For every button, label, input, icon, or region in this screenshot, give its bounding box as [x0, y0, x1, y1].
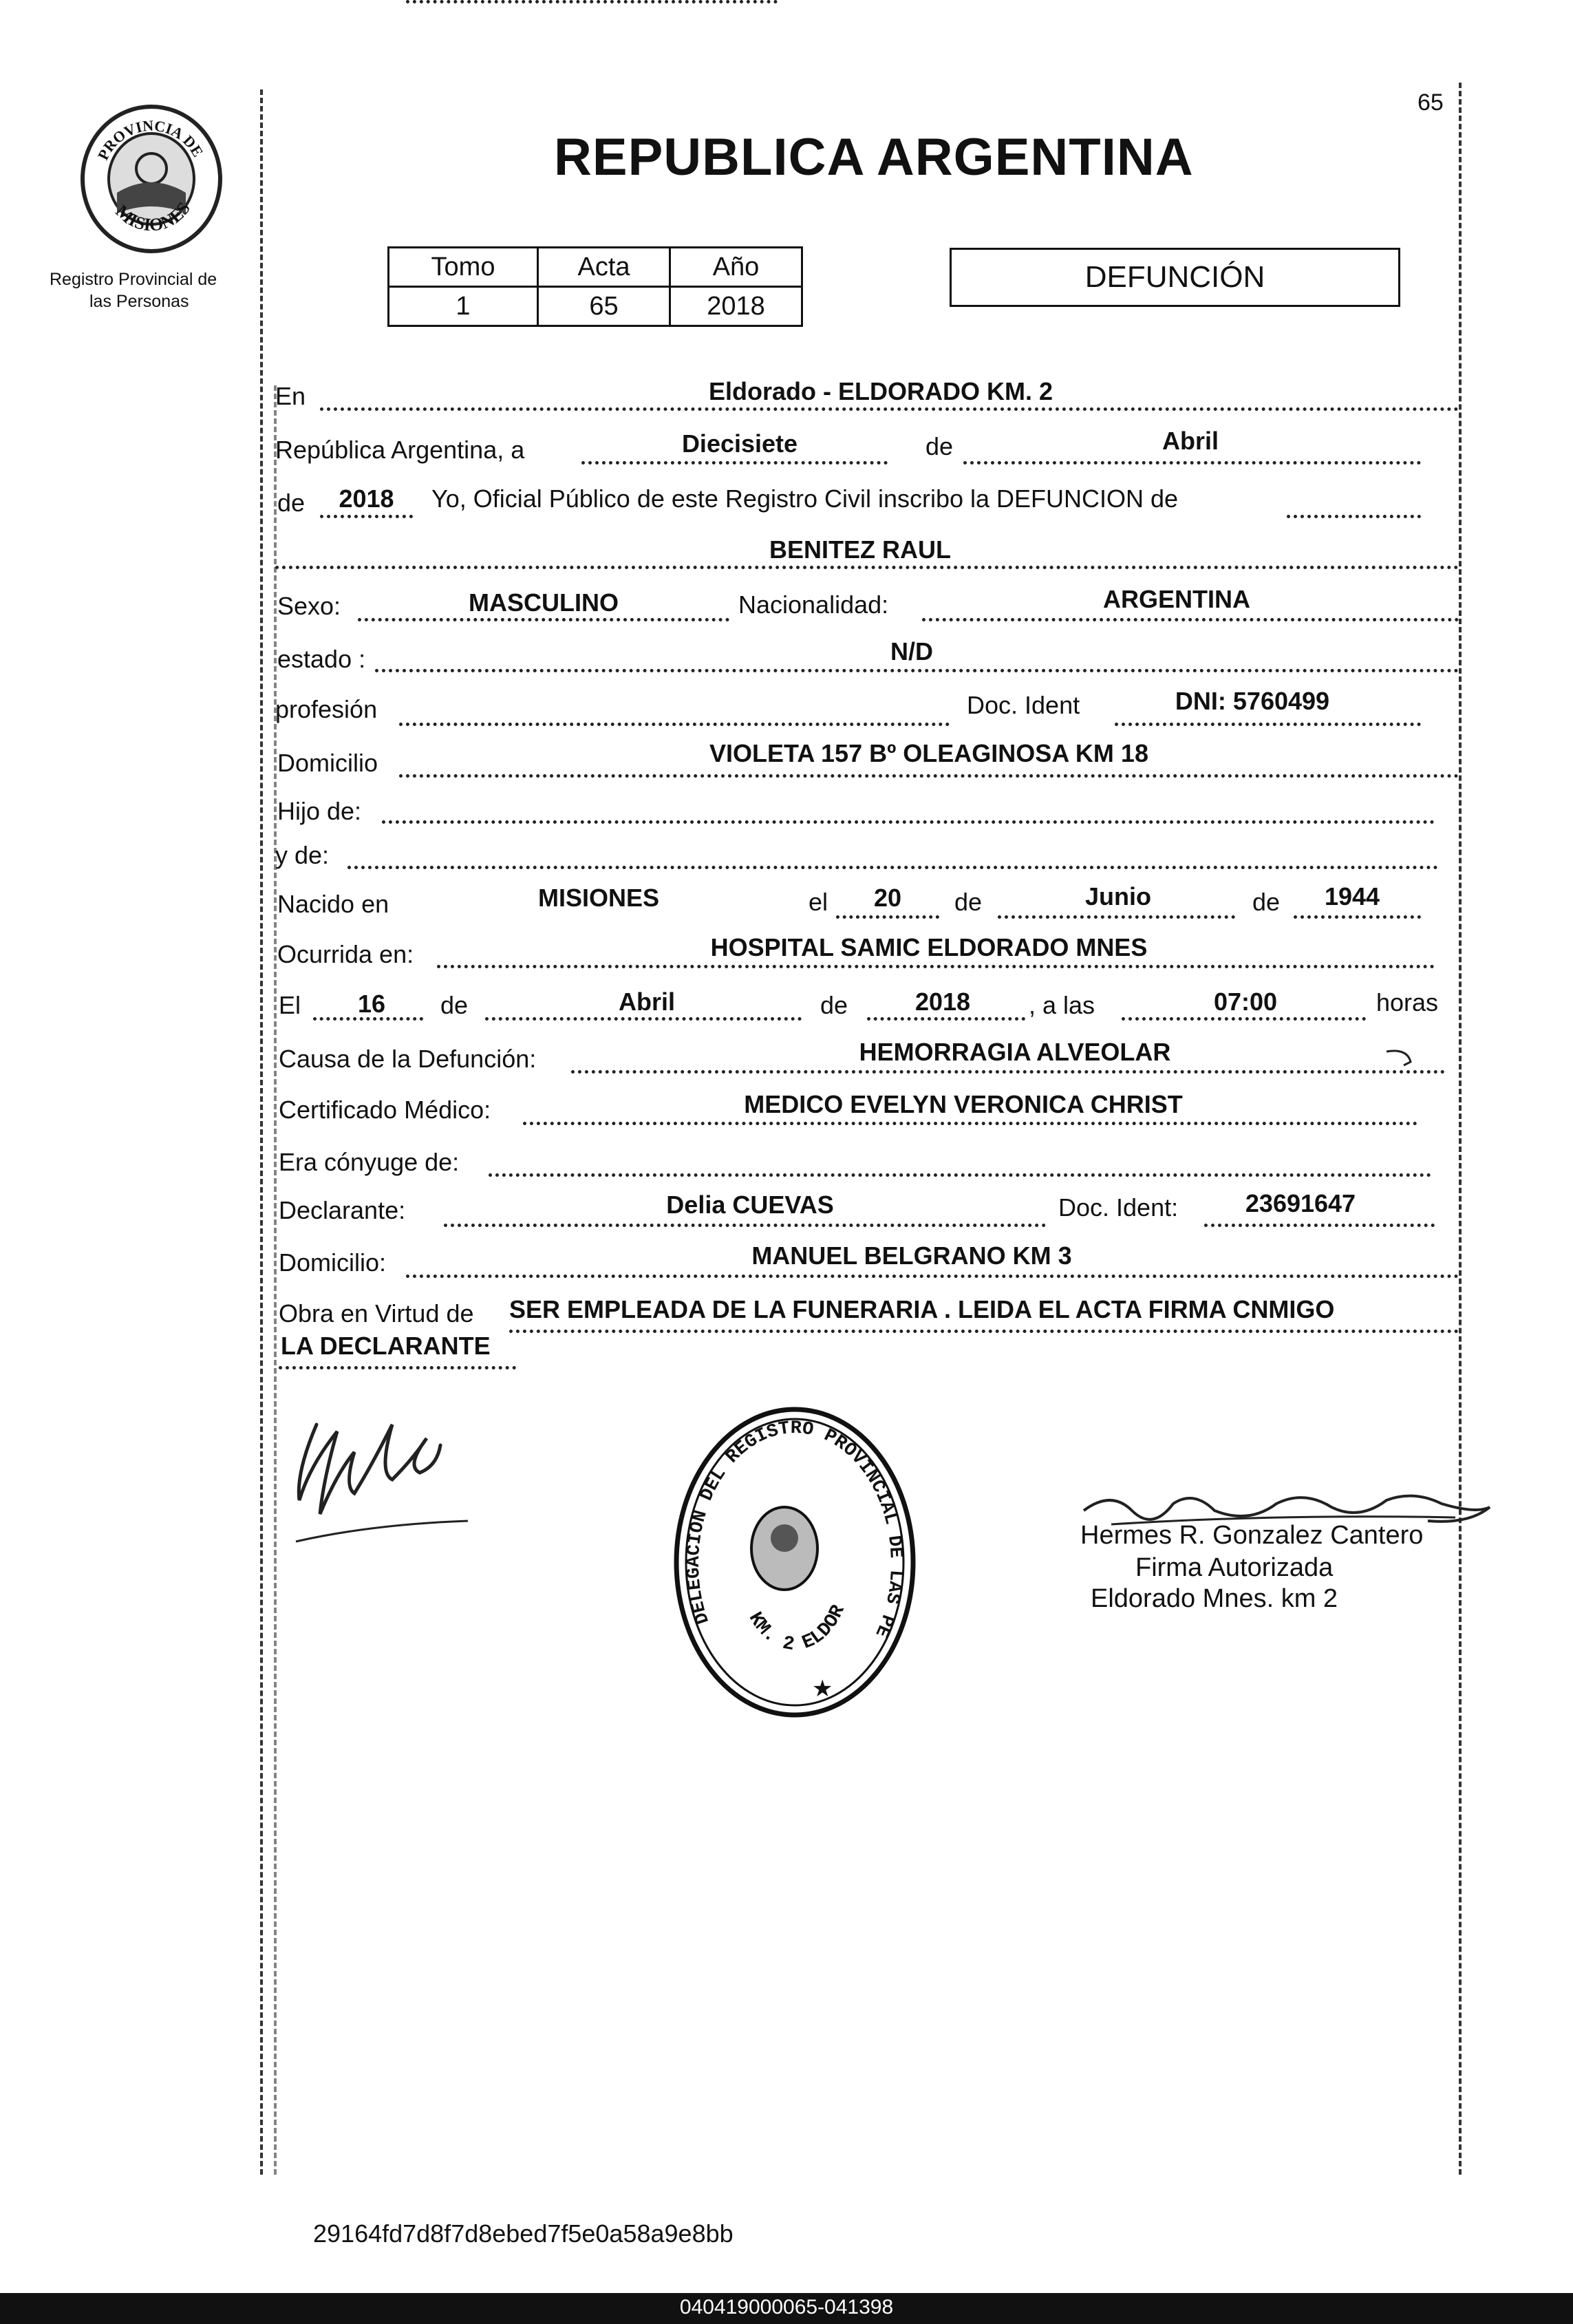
registry-stamp — [671, 1404, 919, 1720]
label-profesion: profesión — [275, 695, 378, 723]
label-nacionalidad: Nacionalidad: — [738, 590, 889, 619]
issuer-line-2: las Personas — [89, 292, 189, 311]
label-de-2: de — [277, 489, 306, 517]
label-de-6: de — [820, 991, 848, 1019]
label-horas: horas — [1376, 988, 1439, 1016]
label-republica: República Argentina, a — [275, 436, 525, 464]
line-causa — [571, 1070, 1445, 1074]
label-hijo-de: Hijo de: — [277, 797, 362, 825]
signature-name: Hermes R. Gonzalez Cantero — [1080, 1521, 1424, 1550]
causa-end-mark — [1383, 1045, 1417, 1072]
table-header-acta: Acta — [537, 246, 671, 288]
left-margin-line-inner — [274, 385, 277, 2175]
line-def-anio — [867, 1017, 1025, 1021]
line-domicilio-2 — [406, 1275, 1459, 1278]
value-nombre: BENITEZ RAUL — [769, 535, 951, 564]
value-dia-inscripcion: Diecisiete — [681, 429, 798, 458]
svg-text:MISIONES: MISIONES — [111, 198, 194, 235]
label-de-5: de — [440, 991, 469, 1019]
label-de-1: de — [925, 432, 954, 460]
label-conyuge: Era cónyuge de: — [279, 1148, 460, 1176]
value-nacido-en: MISIONES — [537, 884, 660, 912]
line-nac-anio — [1294, 915, 1421, 919]
label-ocurrida: Ocurrida en: — [277, 940, 414, 968]
barcode-bar — [0, 2293, 1573, 2324]
line-doc-ident — [1115, 723, 1421, 726]
line-nombre — [275, 566, 1459, 569]
line-en — [320, 407, 1459, 411]
label-de-4: de — [1252, 888, 1281, 916]
label-en: En — [275, 382, 306, 410]
line-nacido-en — [406, 0, 778, 3]
right-margin-line — [1459, 83, 1462, 2175]
value-def-anio: 2018 — [914, 988, 971, 1016]
label-doc-ident: Doc. Ident — [967, 691, 1080, 719]
issuer-line-1: Registro Provincial de — [50, 270, 217, 289]
value-nac-dia: 20 — [873, 884, 902, 912]
label-estado: estado : — [277, 645, 366, 673]
line-nac-mes — [998, 915, 1235, 919]
line-dia — [581, 461, 888, 465]
line-anio — [320, 515, 413, 518]
value-lugar: Eldorado - ELDORADO KM. 2 — [708, 377, 1053, 405]
line-declarante-doc — [1204, 1224, 1435, 1227]
page-number: 65 — [1417, 89, 1444, 116]
value-sexo: MASCULINO — [469, 588, 619, 617]
svg-text:★: ★ — [812, 1675, 833, 1703]
label-causa: Causa de la Defunción: — [279, 1045, 537, 1073]
label-statement: Yo, Oficial Público de este Registro Civil inscribo la DEFUNCION de — [431, 484, 1179, 513]
label-el-cap: El — [279, 991, 301, 1019]
value-obra-line-2: LA DECLARANTE — [281, 1332, 491, 1360]
line-profesion — [399, 723, 950, 726]
line-domicilio — [399, 774, 1459, 778]
document-hash: 29164fd7d8f7d8ebed7f5e0a58a9e8bb — [313, 2219, 734, 2248]
value-certificado: MEDICO EVELYN VERONICA CHRIST — [744, 1090, 1183, 1118]
label-doc-ident-2: Doc. Ident: — [1058, 1193, 1179, 1222]
label-obra: Obra en Virtud de — [279, 1299, 474, 1328]
value-documento: DNI: 5760499 — [1175, 687, 1330, 715]
line-declarante — [444, 1224, 1046, 1227]
line-statement-end — [1287, 515, 1421, 518]
line-obra-2 — [279, 1366, 516, 1369]
svg-text:PROVINCIA DE: PROVINCIA DE — [94, 116, 207, 163]
table-header-tomo: Tomo — [387, 246, 539, 288]
table-value-tomo: 1 — [387, 286, 539, 327]
line-def-mes — [485, 1017, 802, 1021]
value-nac-anio: 1944 — [1324, 882, 1380, 910]
label-sexo: Sexo: — [277, 592, 341, 620]
table-value-acta: 65 — [537, 286, 671, 327]
barcode-text: 040419000065-041398 — [679, 2296, 894, 2318]
value-mes-inscripcion: Abril — [1162, 427, 1219, 455]
line-hijo-de — [382, 820, 1435, 824]
table-header-anio: Año — [669, 246, 803, 288]
label-el: el — [809, 888, 828, 916]
value-declarante: Delia CUEVAS — [666, 1191, 834, 1219]
label-certificado: Certificado Médico: — [279, 1096, 491, 1124]
signature-role: Firma Autorizada — [1135, 1553, 1334, 1582]
line-certificado — [523, 1122, 1417, 1125]
value-domicilio-declarante: MANUEL BELGRANO KM 3 — [751, 1241, 1072, 1270]
table-value-anio: 2018 — [669, 286, 803, 327]
label-a-las: , a las — [1029, 991, 1095, 1019]
page-title: REPUBLICA ARGENTINA — [554, 128, 1194, 186]
line-ocurrida — [437, 965, 1435, 968]
value-nac-mes: Junio — [1085, 882, 1151, 910]
value-obra-line-1: SER EMPLEADA DE LA FUNERARIA . LEIDA EL ACTA FIRMA CNMIGO — [509, 1295, 1335, 1323]
value-estado: N/D — [890, 637, 933, 665]
label-domicilio-2: Domicilio: — [279, 1248, 387, 1277]
line-conyuge — [489, 1173, 1431, 1177]
value-causa: HEMORRAGIA ALVEOLAR — [859, 1038, 1171, 1066]
value-declarante-doc: 23691647 — [1245, 1189, 1356, 1217]
label-declarante: Declarante: — [279, 1196, 406, 1224]
svg-text:KM. 2 ELDORADO: KM. 2 ELDOR — [743, 1601, 850, 1656]
province-seal — [76, 103, 227, 255]
label-domicilio: Domicilio — [277, 749, 378, 777]
value-domicilio: VIOLETA 157 Bº OLEAGINOSA KM 18 — [709, 739, 1148, 767]
line-y-de — [347, 866, 1438, 869]
value-def-hora: 07:00 — [1213, 988, 1278, 1016]
signature-place: Eldorado Mnes. km 2 — [1091, 1584, 1338, 1613]
value-def-dia: 16 — [357, 990, 386, 1018]
left-margin-line — [260, 89, 263, 2175]
label-de-3: de — [954, 888, 983, 916]
value-def-mes: Abril — [618, 988, 675, 1016]
value-nacionalidad: ARGENTINA — [1103, 585, 1250, 613]
line-mes — [963, 461, 1421, 465]
label-nacido-en: Nacido en — [277, 890, 389, 918]
line-def-hora — [1122, 1017, 1366, 1021]
line-obra-1 — [509, 1330, 1459, 1333]
line-sexo — [358, 618, 729, 621]
value-anio-inscripcion: 2018 — [339, 484, 394, 513]
doc-type-box: DEFUNCIÓN — [950, 248, 1400, 307]
line-estado — [375, 669, 1459, 672]
declarant-signature — [289, 1397, 495, 1555]
label-y-de: y de: — [275, 841, 330, 869]
line-nacionalidad — [922, 618, 1459, 621]
line-nac-dia — [836, 915, 939, 919]
svg-text:DELEGACION DEL REGISTRO PROVIN: DELEGACION DEL REGISTRO PROVINCIAL DE LAS PE — [683, 1418, 906, 1641]
value-ocurrida: HOSPITAL SAMIC ELDORADO MNES — [710, 933, 1148, 961]
